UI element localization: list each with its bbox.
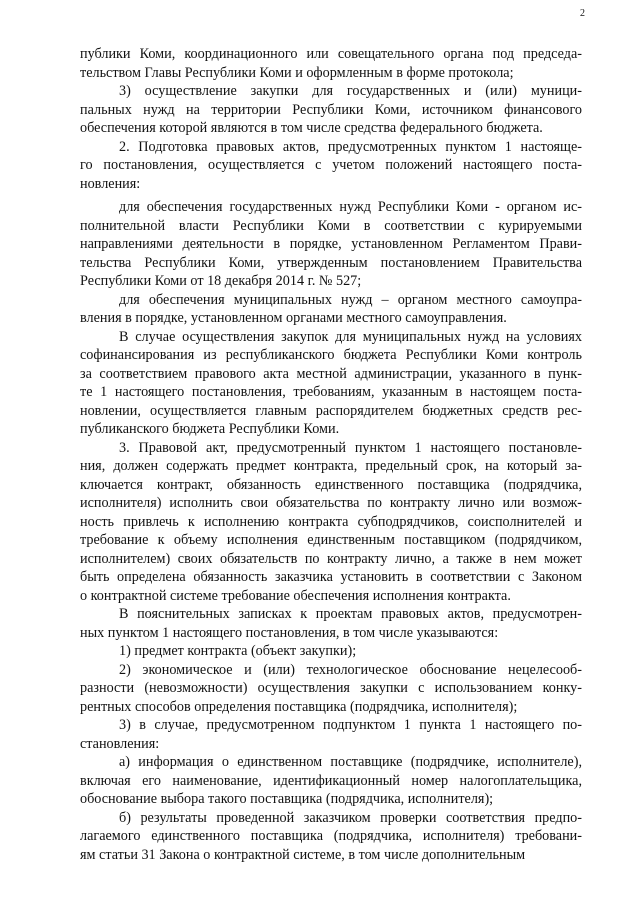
document-body: [80, 45, 582, 864]
paragraph: [80, 138, 582, 194]
text-line: включая его наименование, идентификационный номер налогоплательщика,: [80, 772, 582, 789]
text-line: о контрактной системе требование обеспечения исполнения контракта.: [80, 587, 511, 604]
text-line: а) информация о единственном поставщике (подрядчике, исполнителе),: [119, 754, 582, 770]
text-line: направлениями деятельности в порядке, установленном Регламентом Прави-: [80, 236, 582, 252]
paragraph: [80, 753, 582, 809]
paragraph: [80, 716, 582, 753]
text-line: ния, должен содержать предмет контракта, предельный срок, на который за-: [80, 458, 582, 474]
paragraph: [80, 198, 582, 291]
text-line: 1) предмет контракта (объект закупки);: [119, 643, 357, 659]
text-line: В пояснительных записках к проектам правовых актов, предусмотрен-: [119, 606, 582, 622]
text-line: В случае осуществления закупок для муниципальных нужд на условиях: [119, 328, 582, 345]
text-line: новлении, осуществляется главным распорядителем бюджетных средств рес-: [80, 402, 582, 419]
text-line: быть определена обязанность заказчика установить в соответствии с Законом: [80, 569, 582, 585]
paragraph: [80, 642, 582, 661]
text-line: исполнителя) исполнить свои обязательства по контракту лично или возмож-: [80, 495, 582, 511]
text-line: новления:: [80, 175, 141, 192]
text-line: полнительной власти Республики Коми в соответствии с курируемыми: [80, 217, 582, 234]
text-line: б) результаты проведенной заказчиком проверки соответствия предпо-: [119, 809, 582, 826]
paragraph: [80, 661, 582, 717]
paragraph: [80, 328, 582, 439]
text-line: 3) в случае, предусмотренном подпунктом 1 пункта 1 настоящего по-: [119, 717, 582, 733]
text-line: лагаемого единственного поставщика (подрядчика, исполнителя) требовани-: [80, 828, 582, 844]
text-line: разности (невозможности) осуществления закупки с использованием конку-: [80, 680, 582, 696]
text-line: за соответствием правового акта местной администрации, указанного в пунк-: [80, 365, 582, 382]
paragraph: [80, 45, 582, 82]
paragraph: [80, 809, 582, 865]
paragraph: [80, 605, 582, 642]
text-line: становления:: [80, 735, 160, 752]
text-line: публиканского бюджета Республики Коми.: [80, 421, 340, 437]
text-line: софинансирования из республиканского бюджета Республики Коми контроль: [80, 347, 582, 363]
text-line: го постановления, осуществляется с учетом положений настоящего поста-: [80, 157, 582, 173]
paragraph: [80, 439, 582, 606]
page-number: 2: [580, 8, 585, 19]
text-line: требование к объему исполнения единственным поставщиком (подрядчиком,: [80, 532, 582, 548]
paragraph: [80, 82, 582, 138]
text-line: ям статьи 31 Закона о контрактной системе, в том числе дополнительным: [80, 846, 526, 863]
paragraph: [80, 291, 582, 328]
text-line: 3. Правовой акт, предусмотренный пунктом 1 настоящего постановле-: [119, 439, 582, 456]
text-line: обеспечения которой являются в том числе средства федерального бюджета.: [80, 120, 543, 136]
text-line: Республики Коми от 18 декабря 2014 г. № 527;: [80, 273, 362, 289]
text-line: рентных способов определения поставщика (подрядчика, исполнителя);: [80, 698, 518, 715]
text-line: те 1 настоящего постановления, требованиям, указанным в настоящем поста-: [80, 384, 582, 400]
text-line: для обеспечения государственных нужд Республики Коми - органом ис-: [119, 199, 582, 215]
text-line: вления в порядке, установленном органами местного самоуправления.: [80, 310, 507, 326]
text-line: публики Коми, координационного или совещательного органа под председа-: [80, 46, 582, 62]
text-line: 2) экономическое и (или) технологическое обоснование нецелесооб-: [119, 661, 582, 678]
text-line: для обеспечения муниципальных нужд – органом местного самоупра-: [119, 291, 582, 308]
text-line: тельством Главы Республики Коми и оформленным в форме протокола;: [80, 64, 514, 81]
text-line: исполнителем) своих обязательств по контракту лично, а также в нем может: [80, 550, 582, 567]
text-line: 3) осуществление закупки для государственных и (или) муници-: [119, 83, 582, 99]
text-line: ность привлечь к исполнению контракта субподрядчиков, соисполнителей и: [80, 513, 582, 530]
text-line: 2. Подготовка правовых актов, предусмотренных пунктом 1 настояще-: [119, 138, 582, 155]
text-line: обоснование выбора такого поставщика (подрядчика, исполнителя);: [80, 791, 494, 807]
text-line: тельства Республики Коми, утвержденным постановлением Правительства: [80, 254, 582, 271]
text-line: ных пунктом 1 настоящего постановления, в том числе указываются:: [80, 624, 499, 641]
text-line: ключается контракт, обязанность единственного поставщика (подрядчика,: [80, 476, 582, 493]
text-line: пальных нужд на территории Республики Коми, источником финансового: [80, 101, 582, 118]
